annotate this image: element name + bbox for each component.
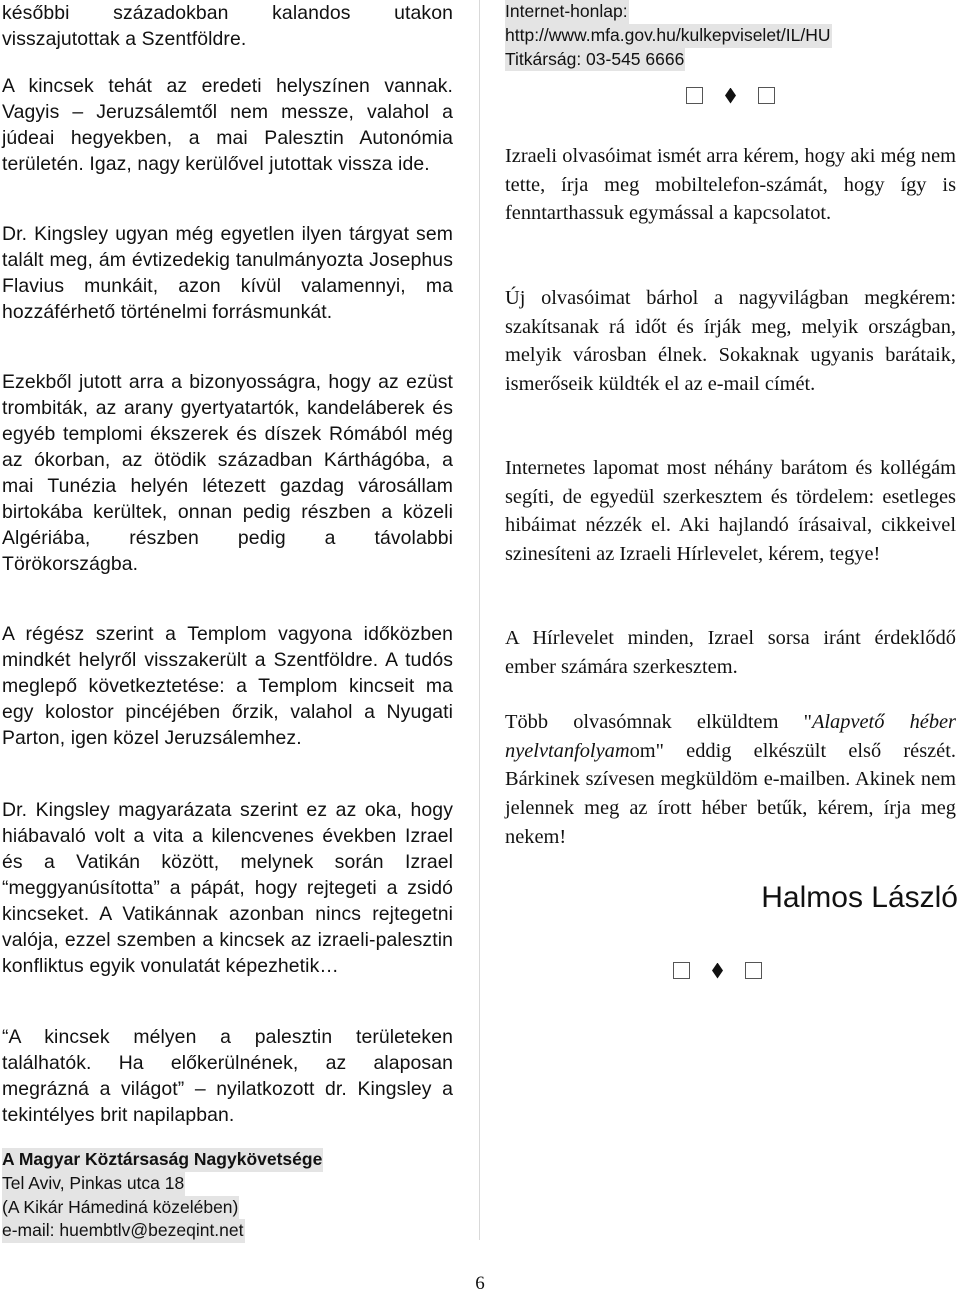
paragraph: “A kincsek mélyen a palesztin területeken találhatók. Ha előkerülnének, az alaposan megrázná a világot” – nyilatkozott dr. Kingsley a tekintélyes brit napilapban. bbox=[2, 1026, 453, 1126]
paragraph: Ezekből jutott arra a bizonyosságra, hogy az ezüst trombiták, az arany gyertyatartók, kandeláberek és egyéb templomi ékszerek és díszek Rómából még az ókorban, az ötödik században Kárthágóba, a mai Tunézia helyén létezett gazdag városállam birtokába kerültek, onnan pedig részben a közeli Algériába, részben pedig a távolabbi Törökországba. bbox=[2, 371, 453, 575]
website-label: Internet-honlap: bbox=[505, 0, 629, 24]
paragraph bbox=[505, 708, 956, 852]
square-outline-icon bbox=[686, 87, 703, 104]
paragraph: A régész szerint a Templom vagyona időközben mindkét helyről visszakerült a Szentföldre. A tudós meglepő következtetése: a Templom kincseit ma egy kolostor pincéjében őrzik, valahol a Nyugati Parton, igen közel Jeruzsálemhez. bbox=[2, 623, 453, 749]
paragraph: Dr. Kingsley magyarázata szerint ez az oka, hogy hiábavaló volt a vita a kilencvenes években Izrael és a Vatikán között, melynek során Izrael “meggyanúsította” a pápát, hogy rejtegeti a zsidó kincseket. A Vatikánnak azonban nincs rejtegetni valója, ezzel szemben a kincsek az izraeli-palesztin konfliktus egyik vonulatát képezhetik… bbox=[2, 799, 453, 977]
square-outline-icon bbox=[758, 87, 775, 104]
text-run: om" eddig elkészült első részét. Bárkinek szívesen megküldöm e-mailben. Akinek nem jelennek meg az írott héber betűk, kérem, írja meg nekem! bbox=[505, 739, 956, 848]
website-link[interactable]: http://www.mfa.gov.hu/kulkepviselet/IL/HU bbox=[505, 24, 832, 48]
column-divider bbox=[479, 0, 480, 1240]
paragraph: Dr. Kingsley ugyan még egyetlen ilyen tárgyat sem talált meg, ám évtizedekig tanulmányozta Josephus Flavius munkáit, azon kívül valamennyi, ma hozzáférhető történelmi forrásmunkát. bbox=[2, 223, 453, 323]
course-title: Alapvető héber nyelvtanfolyam bbox=[505, 711, 956, 762]
paragraph: későbbi századokban kalandos utakon visszajutottak a Szentföldre. bbox=[2, 2, 453, 50]
paragraph: Internetes lapomat most néhány barátom és kollégám segíti, de egyedül szerkesztem és tördelem: esetleges hibáimat nézzék el. Aki hajlandó írásaival, cikkeivel szinesíteni az Izraeli Hírlevelet, kérem, tegye! bbox=[505, 457, 956, 566]
page-number: 6 bbox=[475, 1273, 485, 1294]
diamond-icon bbox=[725, 88, 736, 104]
section-ornament bbox=[686, 87, 775, 104]
diamond-icon bbox=[712, 963, 723, 979]
embassy-contact-block bbox=[2, 1148, 323, 1243]
paragraph: A Hírlevelet minden, Izrael sorsa iránt érdeklődő ember számára szerkesztem. bbox=[505, 627, 956, 678]
square-outline-icon bbox=[673, 962, 690, 979]
embassy-name: A Magyar Köztársaság Nagykövetsége bbox=[2, 1148, 323, 1172]
text-run: Több olvasómnak elküldtem " bbox=[505, 711, 812, 733]
author-signature: Halmos László bbox=[761, 881, 958, 914]
paragraph: Izraeli olvasóimat ismét arra kérem, hogy aki még nem tette, írja meg mobiltelefon-számát, hogy így is fenntarthassuk egymással a kapcsolatot. bbox=[505, 145, 956, 225]
section-ornament bbox=[673, 962, 762, 979]
embassy-landmark: (A Kikár Hámediná közelében) bbox=[2, 1196, 239, 1220]
secretariat-phone: Titkárság: 03-545 6666 bbox=[505, 48, 685, 72]
square-outline-icon bbox=[745, 962, 762, 979]
embassy-web-contact bbox=[505, 0, 832, 71]
embassy-email[interactable]: e-mail: huembtlv@bezeqint.net bbox=[2, 1219, 245, 1243]
paragraph: A kincsek tehát az eredeti helyszínen vannak. Vagyis – Jeruzsálemtől nem messze, valahol a júdeai hegyekben, a mai Palesztin Autonómia területén. Igaz, nagy kerülővel jutottak vissza ide. bbox=[2, 75, 453, 175]
embassy-address: Tel Aviv, Pinkas utca 18 bbox=[2, 1172, 185, 1196]
paragraph: Új olvasóimat bárhol a nagyvilágban megkérem: szakítsanak rá időt és írják meg, melyik országban, melyik városban élnek. Sokaknak ugyanis barátaik, ismerőseik küldték el az e-mail címét. bbox=[505, 287, 956, 396]
